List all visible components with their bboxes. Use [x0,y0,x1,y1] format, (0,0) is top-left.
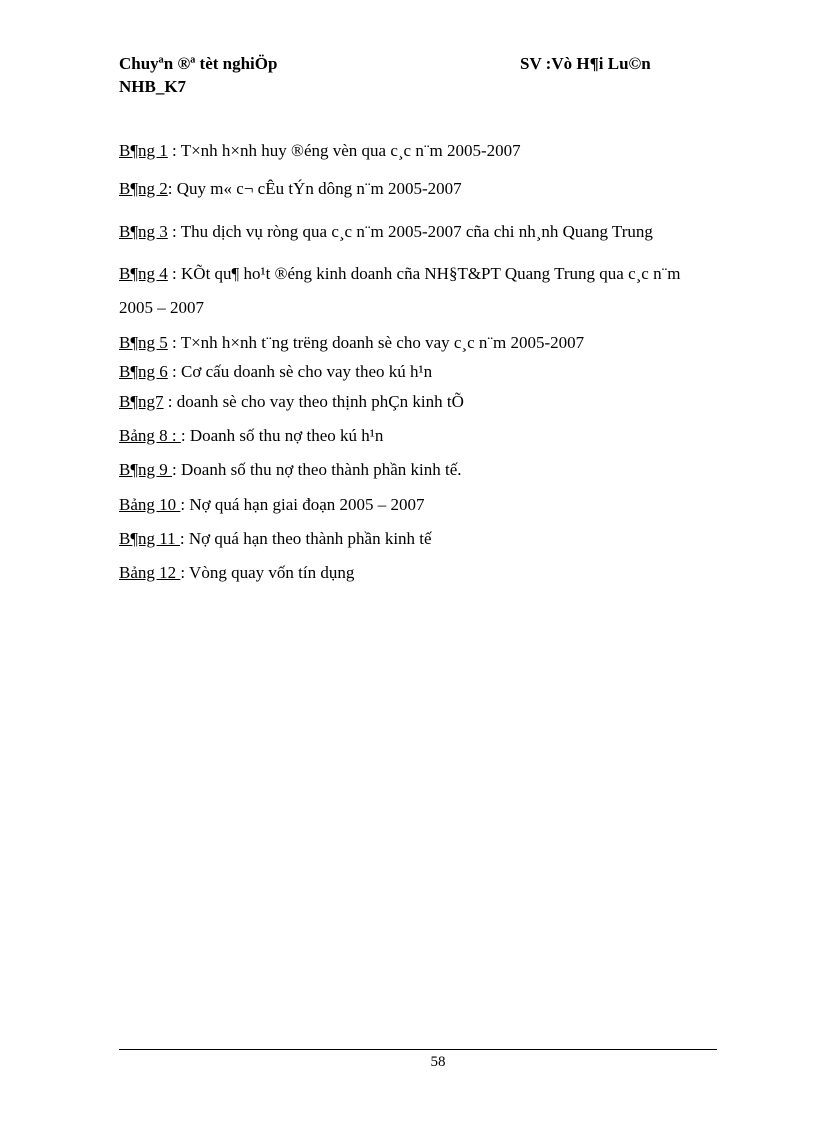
toc-item-12 [119,562,354,584]
toc-label: B¶ng 1 [119,141,168,160]
toc-text: : KÕt qu¶ ho¹t ®éng kinh doanh cña NH§T&PT Quang Trung qua c¸c n¨m [167,264,681,283]
class-code: NHB_K7 [119,77,187,96]
toc-label: B¶ng 9 [119,460,173,479]
toc-text: : Doanh số thu nợ theo kú h¹n [180,426,384,445]
toc-text: : T×nh h×nh t¨ng trëng doanh sè cho vay c¸c n¨m 2005-2007 [167,333,585,352]
toc-label: B¶ng 3 [119,222,168,241]
page-number: 58 [430,1054,446,1070]
toc-item-4 [119,263,680,285]
toc-text: : Quy m« c¬ cÊu tÝn dông n¨m 2005-2007 [167,179,462,198]
toc-text: : Thu dịch vụ ròng qua c¸c n¨m 2005-2007 cña chi nh¸nh Quang Trung [167,222,653,241]
toc-label: B¶ng 5 [119,333,168,352]
toc-text: : doanh sè cho vay theo thịnh phÇn kinh tÕ [163,392,464,411]
toc-item-4-continuation [119,297,204,319]
toc-item-11 [119,528,432,550]
toc-label: Bảng 10 [119,495,181,514]
toc-text: 2005 – 2007 [119,298,204,317]
thesis-title: Chuyªn ®ª tèt nghiÖp [119,54,278,73]
toc-label: Bảng 12 [119,563,181,582]
toc-text: : Nợ quá hạn giai đoạn 2005 – 2007 [180,495,425,514]
toc-label: B¶ng 6 [119,362,168,381]
toc-item-3 [119,221,653,243]
toc-text: : Vòng quay vốn tín dụng [180,563,355,582]
toc-item-6 [119,361,432,383]
toc-text: : Cơ cấu doanh sè cho vay theo kú h¹n [167,362,433,381]
toc-label: B¶ng 11 [119,529,180,548]
toc-item-10 [119,494,425,516]
toc-item-9 [119,459,462,481]
footer-divider [119,1049,717,1050]
toc-label: Bảng 8 : [119,426,181,445]
toc-label: B¶ng 2 [119,179,168,198]
student-name: SV :Vò H¶i Lu©n [520,54,651,73]
toc-item-2 [119,178,462,200]
toc-item-8 [119,425,383,447]
toc-label: B¶ng 4 [119,264,168,283]
toc-text: : T×nh h×nh huy ®éng vèn qua c¸c n¨m 2005-2007 [167,141,521,160]
toc-text: : Doanh số thu nợ theo thành phần kinh tế. [172,460,462,479]
toc-label: B¶ng7 [119,392,164,411]
toc-text: : Nợ quá hạn theo thành phần kinh tế [179,529,432,548]
toc-item-7 [119,391,464,413]
toc-item-5 [119,332,584,354]
toc-item-1 [119,140,521,162]
